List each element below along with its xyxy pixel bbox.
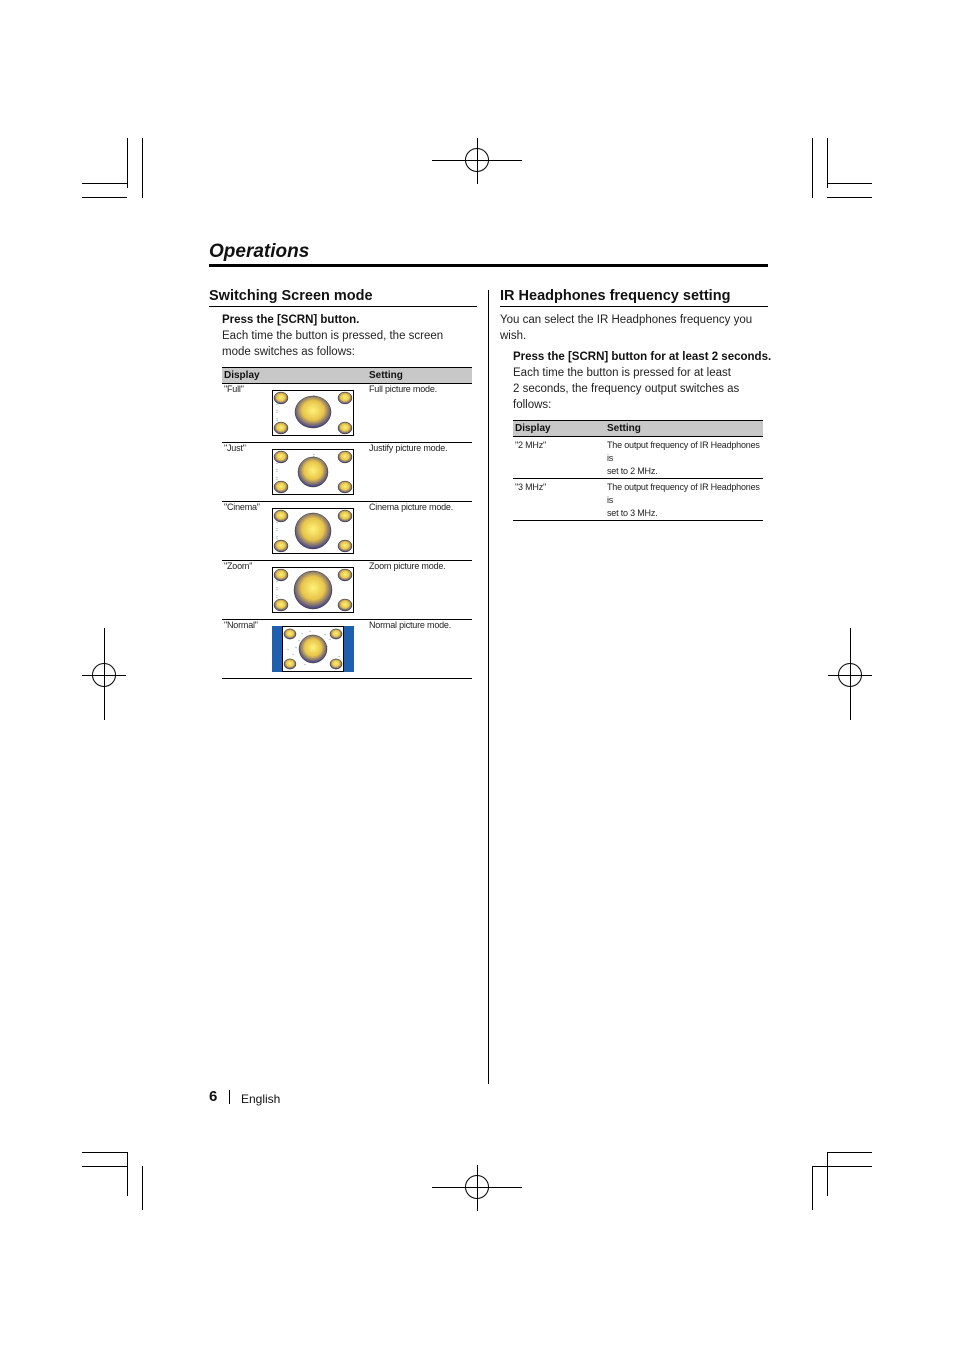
screen-mode-step: Press the [SCRN] button. (222, 314, 360, 326)
table-row (222, 561, 472, 620)
table-row (513, 437, 763, 479)
row-thumbnail (272, 384, 367, 443)
column-header-setting: Setting (367, 368, 472, 384)
screen-mode-just-icon (272, 449, 354, 495)
screen-mode-heading: Switching Screen mode (209, 288, 373, 304)
row-display: "2 MHz" (513, 437, 605, 479)
ir-step: Press the [SCRN] button for at least 2 seconds. (513, 351, 772, 363)
row-setting: Zoom picture mode. (367, 561, 472, 620)
screen-mode-zoom-icon (272, 567, 354, 613)
row-display: "Cinema" (222, 502, 272, 561)
row-display: "3 MHz" (513, 479, 605, 521)
column-header-display: Display (222, 368, 367, 384)
row-thumbnail (272, 620, 367, 679)
frequency-table (513, 420, 763, 521)
setting-line: set to 3 MHz. (607, 508, 658, 518)
ir-desc-line-2: 2 seconds, the frequency output switches as (513, 383, 740, 395)
row-setting: Normal picture mode. (367, 620, 472, 679)
row-display: "Full" (222, 384, 272, 443)
setting-line: The output frequency of IR Headphones is (607, 482, 760, 505)
table-header-row (222, 368, 472, 384)
row-setting (605, 437, 763, 479)
row-setting: Cinema picture mode. (367, 502, 472, 561)
setting-line: The output frequency of IR Headphones is (607, 440, 760, 463)
setting-line: set to 2 MHz. (607, 466, 658, 476)
section-rule (500, 306, 768, 307)
screen-mode-desc-line-2: mode switches as follows: (222, 346, 355, 358)
row-display: "Zoom" (222, 561, 272, 620)
title-rule (209, 264, 768, 267)
table-row (222, 443, 472, 502)
row-setting (605, 479, 763, 521)
screen-mode-cinema-icon (272, 508, 354, 554)
row-setting: Justify picture mode. (367, 443, 472, 502)
table-row (222, 620, 472, 679)
row-setting: Full picture mode. (367, 384, 472, 443)
column-header-display: Display (513, 421, 605, 437)
footer-separator (229, 1090, 230, 1104)
table-row (222, 502, 472, 561)
row-display: "Normal" (222, 620, 272, 679)
ir-headphones-heading: IR Headphones frequency setting (500, 288, 731, 304)
section-rule (209, 306, 477, 307)
screen-mode-normal-icon (272, 626, 354, 672)
table-row (222, 384, 472, 443)
column-divider (488, 290, 489, 1084)
page-title: Operations (209, 241, 310, 262)
column-header-setting: Setting (605, 421, 763, 437)
screen-mode-table (222, 367, 472, 679)
row-thumbnail (272, 443, 367, 502)
ir-desc-line-3: follows: (513, 399, 552, 411)
row-display: "Just" (222, 443, 272, 502)
row-thumbnail (272, 502, 367, 561)
screen-mode-full-icon (272, 390, 354, 436)
footer-language: English (241, 1092, 281, 1106)
ir-desc-line-1: Each time the button is pressed for at least (513, 367, 731, 379)
page-number: 6 (209, 1088, 218, 1105)
table-header-row (513, 421, 763, 437)
ir-intro-line-1: You can select the IR Headphones frequency you (500, 314, 753, 326)
ir-intro-line-2: wish. (500, 330, 527, 342)
row-thumbnail (272, 561, 367, 620)
table-row (513, 479, 763, 521)
screen-mode-desc-line-1: Each time the button is pressed, the screen (222, 330, 444, 342)
